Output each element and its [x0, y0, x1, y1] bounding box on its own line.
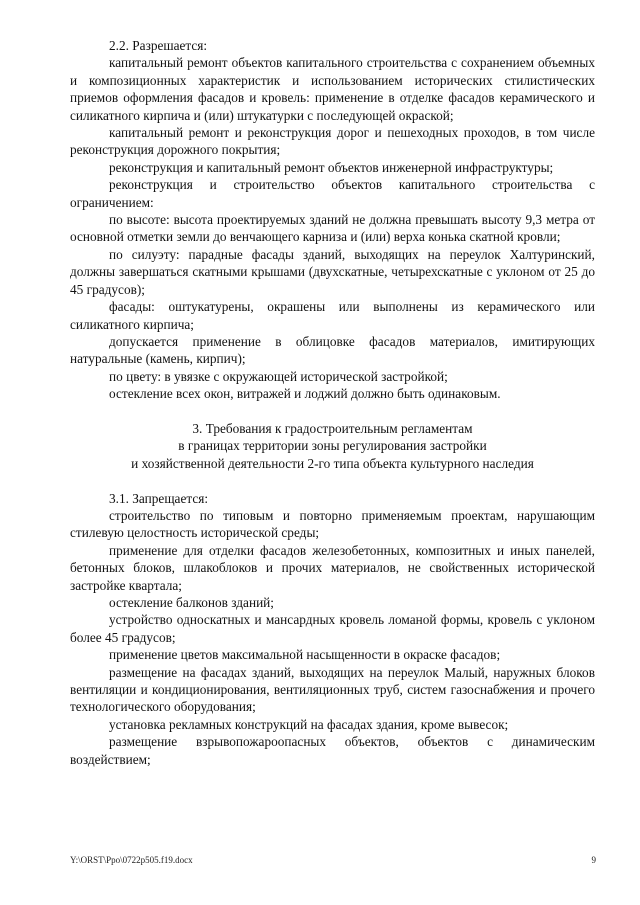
- document-body: [70, 37, 595, 768]
- list-item: размещение на фасадах зданий, выходящих на переулок Малый, наружных блоков вентиляции и кондиционирования, вентиляционных труб, систем газоснабжения и прочего технологического оборудования;: [70, 664, 595, 715]
- spacer: [70, 472, 595, 489]
- spacer: [70, 403, 595, 420]
- list-item: размещение взрывопожароопасных объектов, объектов с динамическим воздействием;: [70, 734, 595, 767]
- footer-page-number: 9: [591, 855, 596, 865]
- section-3-heading-line: в границах территории зоны регулирования застройки: [178, 438, 487, 454]
- list-item: остекление балконов зданий;: [109, 594, 274, 610]
- list-item: реконструкция и строительство объектов капитального строительства с ограничением:: [70, 177, 595, 210]
- list-item: реконструкция и капитальный ремонт объектов инженерной инфраструктуры;: [109, 159, 554, 175]
- list-item: по цвету: в увязке с окружающей исторической застройкой;: [109, 368, 448, 384]
- list-item: остекление всех окон, витражей и лоджий должно быть одинаковым.: [109, 386, 501, 402]
- list-item: применение цветов максимальной насыщенности в окраске фасадов;: [109, 647, 501, 663]
- list-item: фасады: оштукатурены, окрашены или выполнены из керамического или силикатного кирпича;: [70, 299, 595, 332]
- list-item: применение для отделки фасадов железобетонных, композитных и иных панелей, бетонных блоков, шлакоблоков и прочих материалов, не свойственных исторической застройке квартала;: [70, 542, 595, 593]
- list-item: капитальный ремонт и реконструкция дорог и пешеходных проходов, в том числе реконструкция дорожного покрытия;: [70, 125, 595, 158]
- list-item: по высоте: высота проектируемых зданий не должна превышать высоту 9,3 метра от основной отметки земли до венчающего карниза и (или) верха конька скатной кровли;: [70, 212, 595, 245]
- list-item: по силуэту: парадные фасады зданий, выходящих на переулок Халтуринский, должны завершаться скатными крышами (двухскатные, четырехскатные с уклоном от 25 до 45 градусов);: [70, 246, 595, 297]
- section-3-heading-line: и хозяйственной деятельности 2-го типа объекта культурного наследия: [131, 455, 534, 471]
- section-3-heading-line: 3. Требования к градостроительным регламентам: [192, 420, 473, 436]
- footer-file-path: Y:\ORST\Ppo\0722p505.f19.docx: [70, 855, 193, 865]
- list-item: допускается применение в облицовке фасадов материалов, имитирующих натуральные (камень, кирпич);: [70, 333, 595, 367]
- list-item: строительство по типовым и повторно применяемым проектам, нарушающим стилевую целостность исторической среды;: [70, 507, 595, 541]
- section-3-1-heading: 3.1. Запрещается:: [109, 490, 209, 506]
- list-item: капитальный ремонт объектов капитального строительства с сохранением объемных и композиционных характеристик и использованием исторических стилистических приемов оформления фасадов и кровель: применение в отделке фасадов керамического и силикатного кирпича и (или) штукатурки с последующей окраской;: [70, 55, 595, 123]
- list-item: устройство односкатных и мансардных кровель ломаной формы, кровель с уклоном более 45 градусов;: [70, 612, 595, 645]
- section-2-2-heading: 2.2. Разрешается:: [109, 38, 208, 53]
- list-item: установка рекламных конструкций на фасадах здания, кроме вывесок;: [109, 716, 509, 732]
